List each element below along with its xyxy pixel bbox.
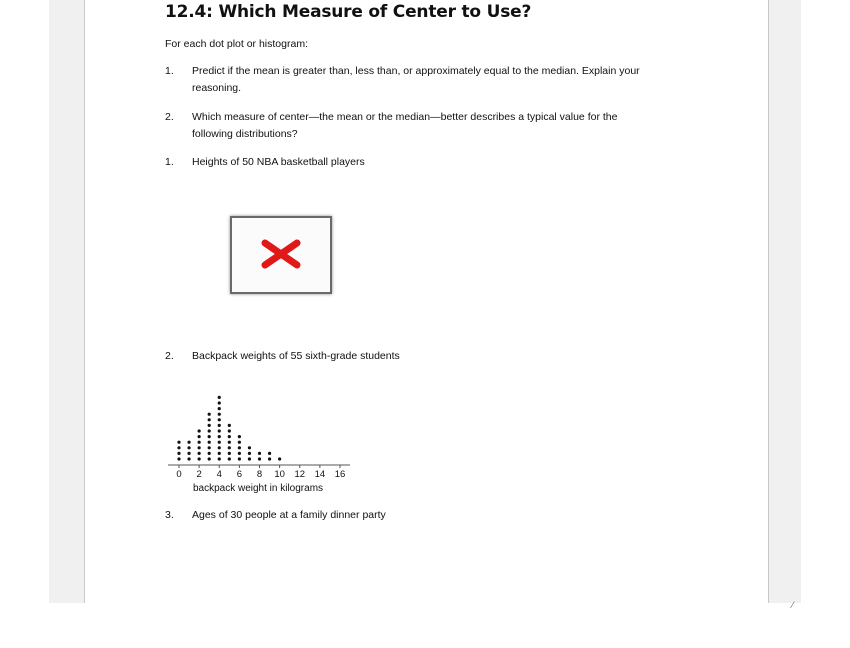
instruction-text: Which measure of center—the mean or the median—better describes a typical value for the bbox=[192, 111, 618, 123]
dot-plot-point bbox=[218, 396, 221, 399]
instruction-text: Predict if the mean is greater than, less than, or approximately equal to the median. Explain your bbox=[192, 65, 640, 77]
dot-plot-point bbox=[228, 452, 231, 455]
x-tick-label: 10 bbox=[274, 469, 285, 480]
dot-plot-point bbox=[238, 446, 241, 449]
dot-plot-point bbox=[218, 435, 221, 438]
dot-plot-point bbox=[187, 441, 190, 444]
dot-plot-point bbox=[238, 441, 241, 444]
dot-plot-point bbox=[208, 424, 211, 427]
dot-plot-point bbox=[177, 441, 180, 444]
dot-plot-point bbox=[218, 429, 221, 432]
distribution-label: Heights of 50 NBA basketball players bbox=[192, 156, 365, 168]
dot-plot-point bbox=[228, 424, 231, 427]
dot-plot-point bbox=[218, 452, 221, 455]
intro-text: For each dot plot or histogram: bbox=[165, 38, 308, 50]
dot-plot-point bbox=[177, 457, 180, 460]
dot-plot-point bbox=[268, 457, 271, 460]
dot-plot-point bbox=[187, 457, 190, 460]
dot-plot-point bbox=[177, 452, 180, 455]
dot-plot-point bbox=[218, 446, 221, 449]
dot-plot-point bbox=[238, 435, 241, 438]
dot-plot-point bbox=[248, 446, 251, 449]
distribution-number: 3. bbox=[165, 509, 174, 521]
broken-image-placeholder bbox=[230, 216, 332, 294]
resize-grip-icon[interactable]: ⁄ bbox=[792, 600, 794, 610]
page-title: 12.4: Which Measure of Center to Use? bbox=[165, 2, 532, 22]
dot-plot-point bbox=[198, 452, 201, 455]
instruction-text-continued: following distributions? bbox=[192, 128, 298, 140]
broken-image-x-icon bbox=[259, 239, 303, 269]
dot-plot-point bbox=[228, 441, 231, 444]
dot-plot-point bbox=[248, 457, 251, 460]
dot-plot-point bbox=[228, 457, 231, 460]
dot-plot-point bbox=[218, 441, 221, 444]
dot-plot-point bbox=[238, 452, 241, 455]
dot-plot-point bbox=[218, 413, 221, 416]
dot-plot-point bbox=[218, 418, 221, 421]
dot-plot-point bbox=[187, 452, 190, 455]
dot-plot-point bbox=[208, 418, 211, 421]
dot-plot-point bbox=[208, 457, 211, 460]
instruction-text-continued: reasoning. bbox=[192, 82, 242, 94]
dot-plot-point bbox=[208, 435, 211, 438]
backpack-weight-dot-plot bbox=[160, 370, 360, 500]
dot-plot-point bbox=[228, 429, 231, 432]
x-tick-label: 0 bbox=[176, 469, 182, 480]
x-tick-label: 6 bbox=[236, 469, 243, 480]
x-tick-label: 12 bbox=[294, 469, 306, 480]
dot-plot-point bbox=[198, 441, 201, 444]
distribution-label: Ages of 30 people at a family dinner party bbox=[192, 509, 386, 521]
dot-plot-point bbox=[248, 452, 251, 455]
dot-plot-point bbox=[198, 429, 201, 432]
x-tick-label: 14 bbox=[314, 469, 326, 480]
dot-plot-point bbox=[208, 429, 211, 432]
x-tick-label: 2 bbox=[196, 469, 202, 480]
dot-plot-point bbox=[208, 413, 211, 416]
distribution-number: 2. bbox=[165, 350, 174, 362]
dot-plot-point bbox=[258, 452, 261, 455]
instruction-number: 1. bbox=[165, 65, 174, 77]
dot-plot-point bbox=[228, 435, 231, 438]
dot-plot-point bbox=[177, 446, 180, 449]
dot-plot-point bbox=[208, 446, 211, 449]
dot-plot-point bbox=[218, 401, 221, 404]
distribution-number: 1. bbox=[165, 156, 174, 168]
distribution-label: Backpack weights of 55 sixth-grade students bbox=[192, 350, 400, 362]
instruction-number: 2. bbox=[165, 111, 174, 123]
dot-plot-point bbox=[278, 457, 281, 460]
dot-plot-point bbox=[208, 452, 211, 455]
x-tick-label: 16 bbox=[334, 469, 346, 480]
dot-plot-point bbox=[258, 457, 261, 460]
dot-plot-point bbox=[228, 446, 231, 449]
dot-plot-point bbox=[198, 446, 201, 449]
x-tick-label: 4 bbox=[216, 469, 222, 480]
x-axis-label: backpack weight in kilograms bbox=[192, 483, 324, 494]
dot-plot-point bbox=[187, 446, 190, 449]
document-page bbox=[84, 0, 769, 603]
dot-plot-point bbox=[268, 452, 271, 455]
dot-plot-point bbox=[218, 457, 221, 460]
x-tick-label: 8 bbox=[256, 469, 263, 480]
dot-plot-point bbox=[198, 435, 201, 438]
dot-plot-point bbox=[198, 457, 201, 460]
dot-plot-point bbox=[218, 407, 221, 410]
dot-plot-point bbox=[218, 424, 221, 427]
dot-plot-point bbox=[238, 457, 241, 460]
dot-plot-point bbox=[208, 441, 211, 444]
